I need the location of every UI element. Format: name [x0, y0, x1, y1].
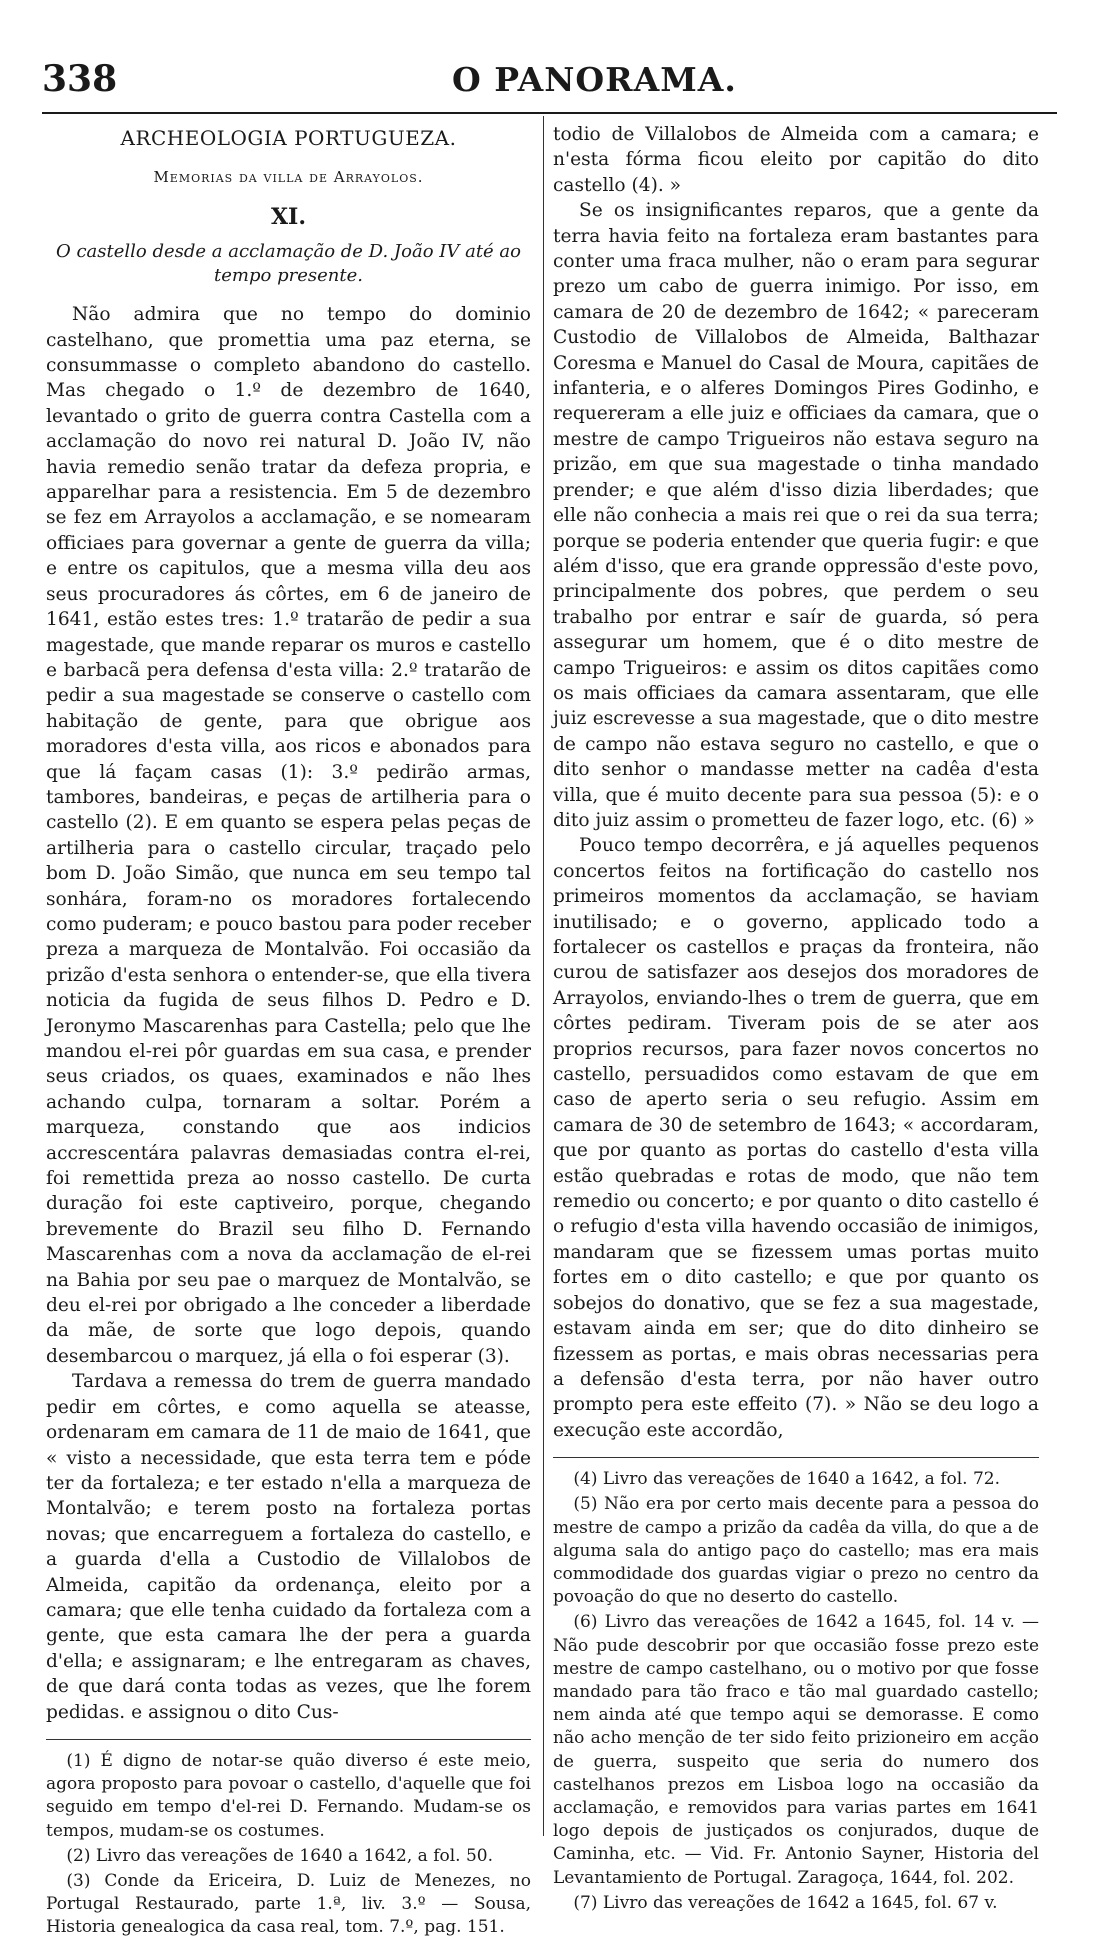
right-column [553, 122, 1039, 1917]
section-title: ARCHEOLOGIA PORTUGUEZA. [120, 126, 457, 150]
paragraph: Pouco tempo decorrêra, e já aquelles pequenos concertos feitos na fortificação do castello nos primeiros momentos da acclamação, se haviam inutilisado; e o governo, applicado todo a fortalecer os castellos e praças da fronteira, não curou de satisfazer aos desejos dos moradores de Arrayolos, enviando-lhes o trem de guerra, que em côrtes pediram. Tiveram pois de se ater aos proprios recursos, para fazer novos concertos no castello, persuadidos como estavam de que em caso de aperto seria o seu refugio. Assim em camara de 30 de setembro de 1643; « accordaram, que por quanto as portas do castello d'esta villa estão quebradas e rotas de modo, que não tem remedio ou concerto; e por quanto o dito castello é o refugio d'esta villa havendo occasião de inimigos, mandaram que se fizessem umas portas muito fortes em o dito castello; e que por quanto os sobejos do donativo, que se fez a sua magestade, estavam ainda em ser; que do dito dinheiro se fizessem as portas, e mais obras necessarias pera a defensão d'esta terra, por não haver outro prompto pera este effeito (7). » Não se deu logo a execução este accordão, [553, 835, 1039, 1441]
footnotes [553, 1468, 1039, 1915]
paragraph: Tardava a remessa do trem de guerra mandado pedir em côrtes, e como aquella se ateasse, ordenaram em camara de 11 de maio de 1641, que « visto a necessidade, que esta terra tem e póde ter da fortaleza; e ter estado n'ella a marqueza de Montalvão; e terem posto na fortaleza portas novas; que encarreguem a fortaleza do castello, e a guarda d'ella a Custodio de Villalobos de Almeida, capitão da ordenança, eleito por a camara; que elle tenha cuidado da fortaleza com a gente, que esta camara lhe der pera a guarda d'ella; e assignaram; e lhe entregaram as chaves, de que dará conta todas as vezes, que lhe forem pedidas. e assignou o dito Cus- [46, 1371, 531, 1723]
header-rule [42, 112, 1057, 114]
footnote: (7) Livro das vereações de 1642 a 1645, fol. 67 v. [573, 1892, 998, 1913]
paragraph: todio de Villalobos de Almeida com a camara; e n'esta fórma ficou eleito por capitão do dito castello (4). » [553, 124, 1039, 196]
chapter-number: XI. [270, 203, 307, 230]
footnote-rule [553, 1457, 1039, 1458]
footnote-rule [46, 1739, 531, 1740]
chapter-title: O castello desde a acclamação de D. João IV até ao tempo presente. [55, 241, 521, 287]
footnote: (6) Livro das vereações de 1642 a 1645, fol. 14 v. — Não pude descobrir por que occasião fosse prezo este mestre de campo castelhano, ou o motivo por que fosse mandado para tão fraco e tão mal guardado castello; nem ainda até que tempo aqui se demorasse. E como não acho menção de ter sido feito prizioneiro em acção de guerra, suspeito que seria do numero dos castelhanos prezos em Lisboa logo na occasião da acclamação, e removidos para varias partes em 1641 logo depois de justiçados os conjurados, duque de Caminha, etc. — Vid. Fr. Antonio Sayner, Historia del Levantamiento de Portugal. Zaragoça, 1644, fol. 202. [553, 1612, 1039, 1888]
page-number: 338 [42, 58, 118, 100]
footnotes [46, 1750, 531, 1940]
paragraph: Se os insignificantes reparos, que a gente da terra havia feito na fortaleza eram bastantes para conter uma fraca mulher, não o eram para segurar prezo um cabo de guerra inimigo. Por isso, em camara de 20 de dezembro de 1642; « pareceram Custodio de Villalobos de Almeida, Balthazar Coresma e Manuel do Casal de Moura, capitães de infanteria, e o alferes Domingos Pires Godinho, e requereram a elle juiz e officiaes da camara, que o mestre de campo Trigueiros não estava seguro na prizão, em que sua magestade o tinha mandado prender; e que além d'isso dizia liberdades; que elle não conhecia a mais rei que o rei da sua terra; porque se poderia entender que queria fugir: e que além d'isso, que era grande oppressão d'este povo, principalmente dos pobres, que perdem o seu trabalho por entrar e saír de guarda, só pera assegurar um homem, que é o dito mestre de campo Trigueiros: e assim os ditos capitães como os mais officiaes da camara assentaram, que elle juiz escrevesse a sua magestade, que o dito mestre de campo não estava seguro no castello, e que o dito senhor o mandasse metter na cadêa d'esta villa, que é muito decente para sua pessoa (5): e o dito juiz assim o prometteu de fazer logo, etc. (6) » [553, 200, 1039, 831]
footnote: (2) Livro das vereações de 1640 a 1642, a fol. 50. [66, 1845, 494, 1866]
column-divider [543, 116, 544, 1836]
footnote: (4) Livro das vereações de 1640 a 1642, a fol. 72. [573, 1469, 1001, 1490]
paragraph: Não admira que no tempo do dominio castelhano, que promettia uma paz eterna, se consummasse o completo abandono do castello. Mas chegado o 1.º de dezembro de 1640, levantado o grito de guerra contra Castella com a acclamação do novo rei natural D. João IV, não havia remedio senão tratar da defeza propria, e apparelhar para a resistencia. Em 5 de dezembro se fez em Arrayolos a acclamação, e se nomearam officiaes para governar a gente de guerra da villa; e entre os capitulos, que a mesma villa deu aos seus procuradores ás côrtes, em 6 de janeiro de 1641, estão estes tres: 1.º tratarão de pedir a sua magestade, que mande reparar os muros e castello e barbacã pera defensa d'esta villa: 2.º tratarão de pedir a sua magestade se conserve o castello com habitação de gente, para que obrigue aos moradores d'esta villa, aos ricos e abonados para que lá façam casas (1): 3.º pedirão armas, tambores, bandeiras, e peças de artilheria para o castello (2). E em quanto se espera pelas peças de artilheria para o castello circular, traçado pelo bom D. João Simão, que nunca em seu tempo tal sonhára, foram-no os moradores fortalecendo como puderam; e pouco bastou para poder receber preza a marqueza de Montalvão. Foi occasião da prizão d'esta senhora o entender-se, que ella tivera noticia da fugida de seus filhos D. Pedro e D. Jeronymo Mascarenhas para Castella; pelo que lhe mandou el-rei pôr guardas em sua casa, e prender seus criados, os quaes, examinados e não lhes achando culpa, tornaram a soltar. Porém a marqueza, constando que aos indicios accrescentára palavras demasiadas contra el-rei, foi remettida preza ao nosso castello. De curta duração foi este captiveiro, porque, chegando brevemente do Brazil seu filho D. Fernando Mascarenhas com a nova da acclamação de el-rei na Bahia por seu pae o marquez de Montalvão, se deu el-rei por obrigado a lhe conceder a liberdade da mãe, de sorte que logo depois, quando desembarcou o marquez, já ella o foi esperar (3). [46, 304, 531, 1367]
footnote: (5) Não era por certo mais decente para a pessoa do mestre de campo a prizão da cadêa da villa, do que a de alguma sala do antigo paço do castello; mas era mais commodidade dos guardas vigiar o prezo no centro da povoação do que no deserto do castello. [553, 1494, 1039, 1608]
footnote: (1) É digno de notar-se quão diverso é este meio, agora proposto para povoar o castello, d'aquelle que foi seguido em tempo d'el-rei D. Fernando. Mudam-se os tempos, mudam-se os costumes. [46, 1750, 531, 1841]
section-subtitle: Memorias da villa de Arrayolos. [153, 168, 424, 187]
running-title: O PANORAMA. [452, 60, 737, 99]
footnote: (3) Conde da Ericeira, D. Luiz de Menezes, no Portugal Restaurado, parte 1.ª, liv. 3.º — Sousa, Historia genealogica da casa real, tom. 7.º, pag. 151. [46, 1870, 531, 1938]
page-header [42, 58, 1057, 108]
left-column [46, 122, 531, 1942]
